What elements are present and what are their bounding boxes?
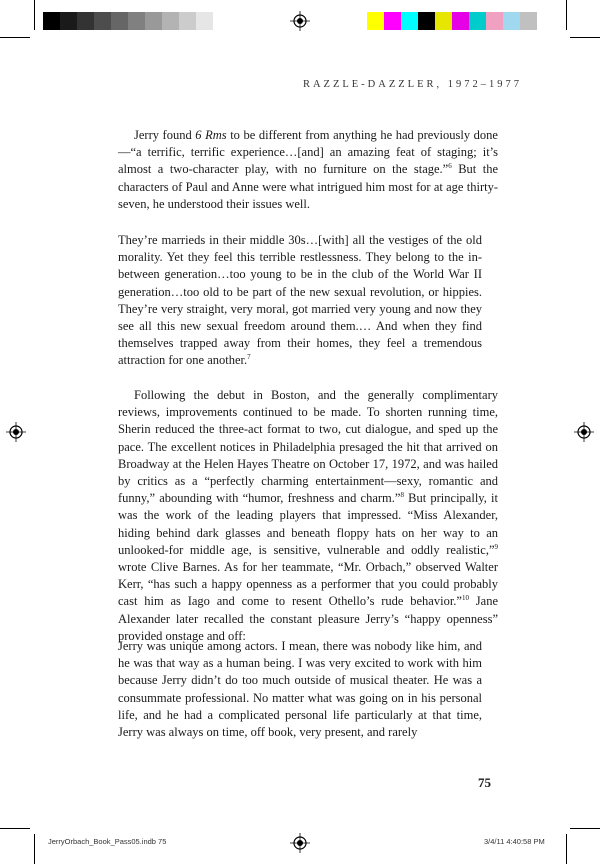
color-swatch — [43, 12, 60, 30]
color-swatch — [469, 12, 486, 30]
block-quote: They’re marrieds in their middle 30s…[with] all the vestiges of the old morality. Yet they feel this terrible restlessness. They belong to the in-between generation…too young to be in the club of the World War II generation…too old to be part of the new sexual revolution, or hippies. They’re very straight, very moral, got married very young and now they see all this new sexual freedom around them.… And when they find themselves trapped away from their homes, they feel a tremendous attraction for one another.$^7$ — [118, 233, 482, 368]
color-swatch — [503, 12, 520, 30]
color-swatch — [77, 12, 94, 30]
color-swatch — [162, 12, 179, 30]
footnote-ref: 10 — [461, 594, 469, 603]
play-title: 6 Rms — [195, 128, 227, 142]
footnote-ref: 8 — [400, 491, 404, 500]
grayscale-color-bar — [43, 12, 230, 30]
color-swatch — [435, 12, 452, 30]
footnote-ref: 7 — [247, 353, 251, 362]
footnote-ref: 9 — [494, 542, 498, 551]
registration-mark-icon — [6, 422, 26, 442]
slug-timestamp: 3/4/11 4:40:58 PM — [484, 837, 545, 846]
crop-mark — [0, 37, 30, 38]
running-head: RAZZLE-DAZZLER, 1972–1977 — [302, 79, 522, 90]
process-color-bar — [367, 12, 537, 30]
registration-mark-icon — [574, 422, 594, 442]
color-swatch — [111, 12, 128, 30]
color-swatch — [418, 12, 435, 30]
color-swatch — [60, 12, 77, 30]
body-paragraph: Jerry found 6 Rms to be different from anything he had previously done—“a terrific, terrific experience…[and] an amazing feat of staging; it’s almost a two-character play, with no furniture on the stage.”$^6$ But the characters of Paul and Anne were what intrigued him most for at age thirty-seven, he understood their issues well. — [118, 128, 498, 211]
crop-mark — [570, 37, 600, 38]
color-swatch — [486, 12, 503, 30]
color-swatch — [384, 12, 401, 30]
block-quote: Jerry was unique among actors. I mean, there was nobody like him, and he was that way as a human being. I was very excited to work with him because Jerry didn’t do too much outside of musical theater. He was a consummate professional. No matter what was going on in his personal life, and he had a complicated personal life particularly at that time, Jerry was always on time, off book, very present, and rarely — [118, 639, 482, 740]
crop-mark — [566, 0, 567, 30]
color-swatch — [145, 12, 162, 30]
color-swatch — [452, 12, 469, 30]
slug-filename: JerryOrbach_Book_Pass05.indb 75 — [48, 837, 167, 846]
color-swatch — [520, 12, 537, 30]
color-swatch — [213, 12, 230, 30]
crop-mark — [570, 828, 600, 829]
page-number: 75 — [478, 775, 491, 790]
footnote-ref: 6 — [448, 162, 452, 171]
color-swatch — [196, 12, 213, 30]
color-swatch — [94, 12, 111, 30]
body-paragraph: Following the debut in Boston, and the generally complimentary reviews, improvements continued to be made. To shorten running time, Sherin reduced the three-act format to two, cut dialogue, and sped up the pace. The excellent notices in Philadelphia presaged the hit that arrived on Broadway at the Helen Hayes Theatre on October 17, 1972, and was hailed by critics as a “perfectly charming entertainment—sexy, romantic and funny,” abounding with “humor, freshness and charm.”$^8$ But principally, it was the work of the leading players that impressed. “Miss Alexander, hiding behind dark glasses and beneath floppy hats on her way to an unlooked-for middle age, is sensitive, vulnerable and oddly realistic,”$^9$ wrote Clive Barnes. As for her teammate, “Mr. Orbach,” observed Walter Kerr, “has such a happy openness as a performer that you could probably cast him as Iago and come to resent Othello’s rude behavior.”$^{10}$ Jane Alexander later recalled the constant pleasure Jerry’s “happy openness” provided onstage and off: — [118, 388, 498, 643]
color-swatch — [179, 12, 196, 30]
registration-mark-icon — [290, 11, 310, 31]
crop-mark — [566, 834, 567, 864]
color-swatch — [401, 12, 418, 30]
crop-mark — [34, 834, 35, 864]
crop-mark — [0, 828, 30, 829]
color-swatch — [367, 12, 384, 30]
crop-mark — [34, 0, 35, 30]
registration-mark-icon — [290, 833, 310, 853]
color-swatch — [128, 12, 145, 30]
